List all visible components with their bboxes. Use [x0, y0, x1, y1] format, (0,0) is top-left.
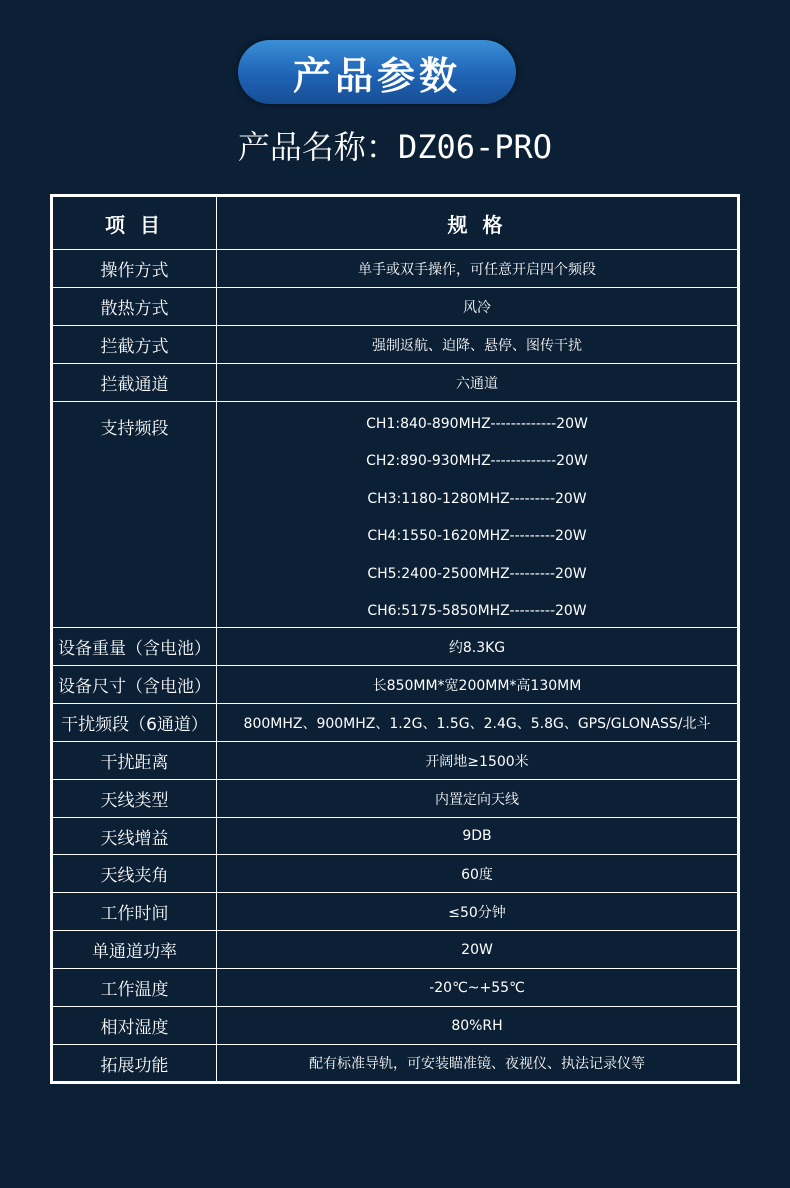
table-row: [53, 666, 737, 704]
row-spec: 约8.3KG: [448, 639, 506, 656]
band-item: CH4:1550-1620MHZ---------20W: [367, 527, 587, 544]
row-item: 天线类型: [53, 780, 217, 817]
band-item: CH5:2400-2500MHZ---------20W: [367, 565, 587, 582]
row-item: 干扰频段（6通道）: [53, 704, 217, 741]
row-spec: 80%RH: [451, 1017, 503, 1034]
row-item: 天线增益: [53, 818, 217, 854]
row-spec: 六通道: [456, 375, 498, 392]
band-item: CH3:1180-1280MHZ---------20W: [367, 490, 587, 507]
row-item: 工作时间: [53, 893, 217, 930]
row-item: 设备尺寸（含电池）: [53, 666, 217, 703]
table-row: [53, 1045, 737, 1081]
product-model: DZ06-PRO: [397, 128, 553, 166]
table-row: [53, 704, 737, 742]
band-item: CH6:5175-5850MHZ---------20W: [367, 602, 587, 619]
table-row: [53, 288, 737, 326]
row-item: 干扰距离: [53, 742, 217, 779]
row-item: 设备重量（含电池）: [53, 628, 217, 665]
table-row: [53, 931, 737, 969]
band-list: [217, 402, 737, 627]
row-item: 相对湿度: [53, 1007, 217, 1044]
row-item: 天线夹角: [53, 855, 217, 892]
row-spec: 60度: [461, 866, 493, 883]
table-row: [53, 818, 737, 855]
row-spec: 单手或双手操作，可任意开启四个频段: [358, 261, 596, 278]
header-item: 项 目: [53, 197, 217, 249]
table-row: [53, 250, 737, 288]
section-badge: [238, 40, 516, 104]
row-spec: -20℃~+55℃: [429, 979, 525, 996]
row-item: 拓展功能: [53, 1045, 217, 1081]
table-row: [53, 742, 737, 780]
row-spec: 20W: [461, 941, 493, 958]
table-row: [53, 364, 737, 402]
row-item: 工作温度: [53, 969, 217, 1006]
table-row: [53, 628, 737, 666]
row-item: 拦截通道: [53, 364, 217, 401]
table-row: [53, 893, 737, 931]
table-row: [53, 855, 737, 893]
product-name: [0, 122, 790, 168]
row-spec: ≤50分钟: [448, 904, 506, 921]
row-spec: 配有标准导轨，可安装瞄准镜、夜视仪、执法记录仪等: [309, 1056, 645, 1072]
row-spec: 长850MM*宽200MM*高130MM: [372, 677, 582, 694]
row-item: 支持频段: [53, 402, 217, 627]
row-item: 拦截方式: [53, 326, 217, 363]
row-item: 操作方式: [53, 250, 217, 287]
table-row: [53, 326, 737, 364]
row-spec: 9DB: [462, 828, 492, 844]
table-row: [53, 780, 737, 818]
section-badge-title: 产品参数: [292, 53, 461, 98]
row-spec: 800MHZ、900MHZ、1.2G、1.5G、2.4G、5.8G、GPS/GLONASS/北斗: [243, 715, 711, 732]
product-name-label: 产品名称：: [237, 128, 398, 166]
spec-table: [50, 194, 740, 1084]
table-header-row: [53, 197, 737, 250]
band-item: CH1:840-890MHZ-------------20W: [366, 415, 588, 432]
table-row-bands: [53, 402, 737, 628]
band-item: CH2:890-930MHZ-------------20W: [366, 452, 588, 469]
table-row: [53, 969, 737, 1007]
row-spec: 内置定向天线: [435, 791, 519, 808]
row-spec: 风冷: [463, 299, 491, 316]
row-item: 散热方式: [53, 288, 217, 325]
header-spec: 规 格: [447, 212, 507, 237]
row-item: 单通道功率: [53, 931, 217, 968]
row-spec: 开阔地≥1500米: [425, 753, 529, 770]
table-row: [53, 1007, 737, 1045]
row-spec: 强制返航、迫降、悬停、图传干扰: [372, 337, 582, 354]
